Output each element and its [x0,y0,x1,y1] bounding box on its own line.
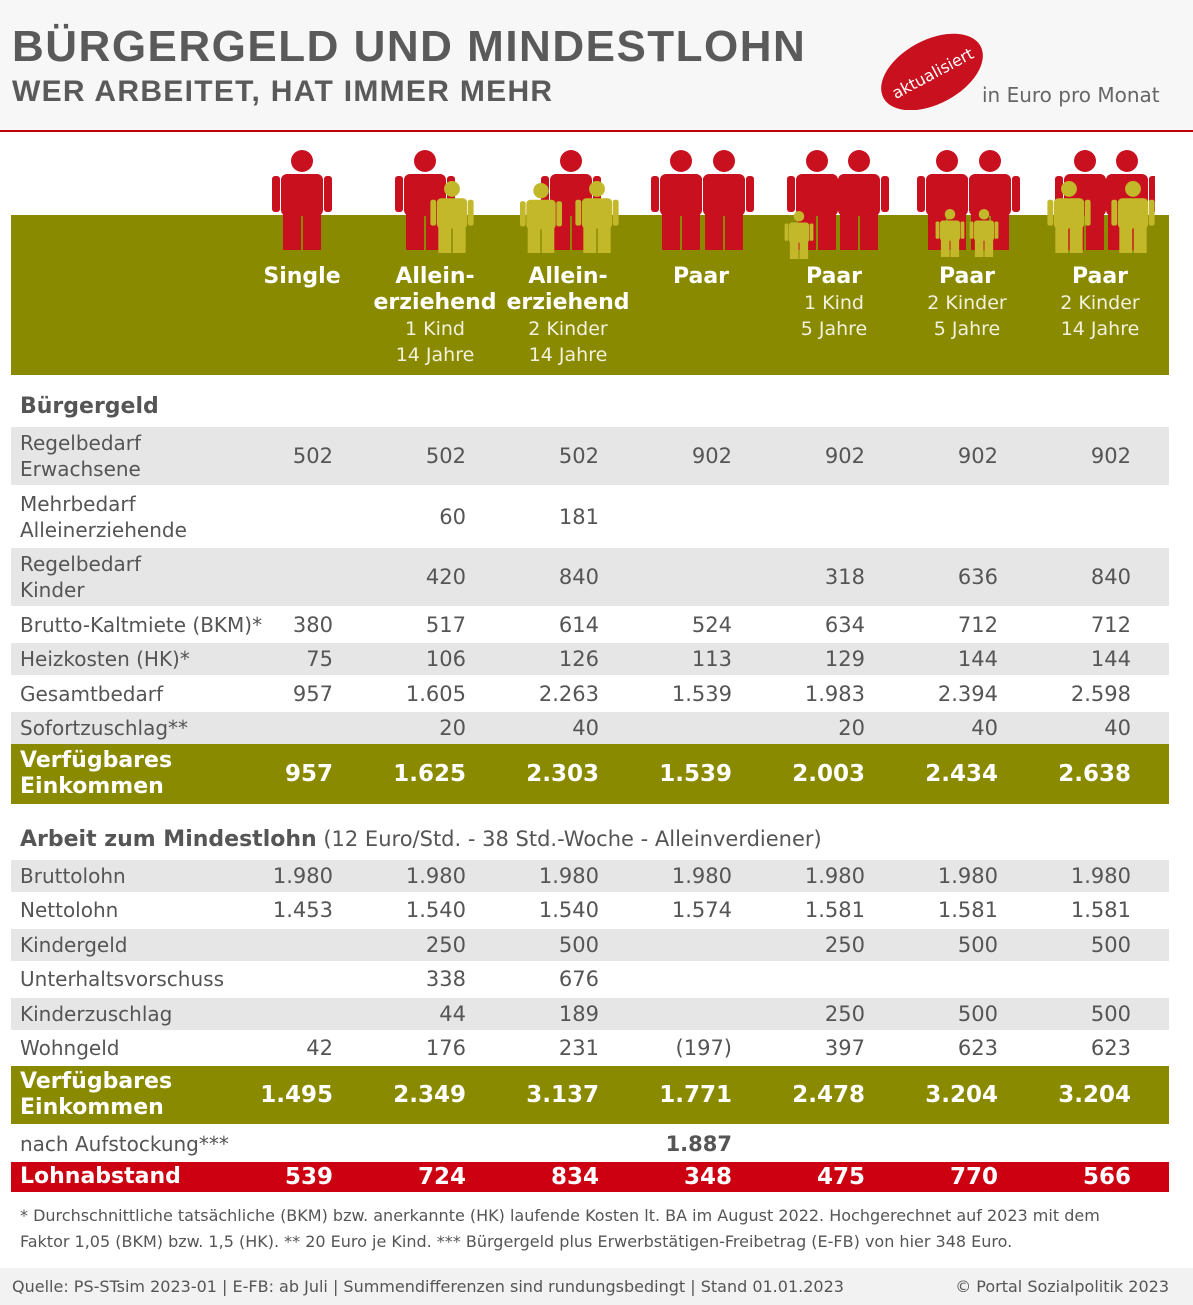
table-cell: 712 [1090,613,1131,637]
table-cell: 1.581 [937,898,998,922]
table-cell: 40 [971,716,998,740]
column-header [764,264,904,342]
table-cell: 1.625 [393,761,466,787]
table-cell: 176 [425,1036,466,1060]
column-subtitle: 14 Jahre [395,344,475,366]
table-cell: 2.638 [1058,761,1131,787]
table-cell: 3.137 [526,1082,599,1108]
table-cell: 502 [425,444,466,468]
row-label: Regelbedarf Erwachsene [20,431,142,481]
table-cell: 957 [292,682,333,706]
row-label: Bruttolohn [20,864,126,888]
table-cell: 500 [957,1002,998,1026]
table-cell: 2.349 [393,1082,466,1108]
table-cell: 380 [292,613,333,637]
table-cell: 500 [1090,1002,1131,1026]
table-cell: 500 [558,933,599,957]
table-row [11,548,1169,606]
row-label: Mehrbedarf Alleinerziehende [20,492,187,542]
table-cell: 614 [558,613,599,637]
table-cell: 623 [957,1036,998,1060]
table-row [11,963,1169,995]
table-cell: 397 [824,1036,865,1060]
column-subtitle: 1 Kind [405,318,465,340]
table-cell: 676 [558,967,599,991]
table-cell: 770 [949,1164,998,1190]
table-cell: 2.394 [937,682,998,706]
table-cell: 42 [306,1036,333,1060]
table-cell: 2.003 [792,761,865,787]
table-cell: 126 [558,647,599,671]
table-cell: 2.263 [538,682,599,706]
table-cell: 840 [1090,565,1131,589]
total-row [11,1066,1169,1124]
table-cell: 129 [824,647,865,671]
footnote-line-2: Faktor 1,05 (BKM) bzw. 1,5 (HK). ** 20 Euro je Kind. *** Bürgergeld plus Erwerbstätigen-Freibetrag (E-FB) von hier 348 Euro. [20,1232,1013,1251]
table-cell: (197) [675,1036,732,1060]
couple-with-child-icon [779,145,889,265]
table-row [11,488,1169,546]
table-cell: 1.581 [1070,898,1131,922]
column-title: Paar [805,264,863,289]
column-title: Paar [1071,264,1129,289]
column-title: Allein- [528,264,608,289]
table-cell: 113 [691,647,732,671]
table-cell: 524 [691,613,732,637]
table-row [11,1032,1169,1064]
couple-with-two-children-icon [1045,145,1155,265]
table-cell: 1.980 [538,864,599,888]
row-label: Brutto-Kaltmiete (BKM)* [20,613,263,637]
row-label: Verfügbares Einkommen [20,748,173,799]
lohnabstand-row [11,1162,1169,1192]
row-label: Gesamtbedarf [20,682,164,706]
column-title: Paar [938,264,996,289]
table-cell: 189 [558,1002,599,1026]
table-cell: 1.539 [659,761,732,787]
table-cell: 250 [425,933,466,957]
adult-with-child-icon [380,145,490,265]
couple-with-two-small-children-icon [912,145,1022,265]
table-cell: 420 [425,565,466,589]
table-row [11,643,1169,675]
table-cell: 902 [1090,444,1131,468]
table-cell: 2.303 [526,761,599,787]
table-cell: 1.980 [671,864,732,888]
column-subtitle: 5 Jahre [800,318,868,340]
section-note: (12 Euro/Std. - 38 Std.-Woche - Alleinverdiener) [316,827,822,851]
table-cell: 338 [425,967,466,991]
row-label: Kindergeld [20,933,128,957]
table-cell: 1.980 [272,864,333,888]
table-cell: 1.581 [804,898,865,922]
table-cell: 348 [683,1164,732,1190]
table-cell: 840 [558,565,599,589]
table-row [11,894,1169,926]
table-cell: 502 [558,444,599,468]
table-cell: 1.887 [665,1132,732,1156]
table-cell: 636 [957,565,998,589]
column-title: erziehend [506,290,630,315]
table-cell: 1.540 [405,898,466,922]
table-cell: 250 [824,1002,865,1026]
table-cell: 957 [284,761,333,787]
section-title-buergergeld: Bürgergeld [20,394,159,419]
table-cell: 60 [439,505,466,529]
column-header [365,264,505,368]
row-label: nach Aufstockung*** [20,1132,229,1156]
column-header [1030,264,1170,342]
table-cell: 2.598 [1070,682,1131,706]
row-label: Wohngeld [20,1036,120,1060]
column-title: erziehend [373,290,497,315]
table-cell: 318 [824,565,865,589]
table-cell: 1.980 [804,864,865,888]
table-cell: 75 [306,647,333,671]
table-cell: 144 [1090,647,1131,671]
table-cell: 566 [1082,1164,1131,1190]
table-cell: 475 [816,1164,865,1190]
row-label: Kinderzuschlag [20,1002,173,1026]
table-row [11,609,1169,641]
table-cell: 2.478 [792,1082,865,1108]
table-cell: 144 [957,647,998,671]
total-row [11,744,1169,804]
table-cell: 1.771 [659,1082,732,1108]
table-cell: 517 [425,613,466,637]
column-header [631,264,771,290]
table-cell: 902 [691,444,732,468]
row-label: Lohnabstand [20,1164,181,1189]
table-cell: 1.539 [671,682,732,706]
column-subtitle: 2 Kinder [1060,292,1140,314]
table-row [11,678,1169,710]
table-cell: 250 [824,933,865,957]
table-cell: 539 [284,1164,333,1190]
table-cell: 1.980 [1070,864,1131,888]
aktualisiert-badge [874,32,990,110]
table-cell: 1.574 [671,898,732,922]
source-line: Quelle: PS-STsim 2023-01 | E-FB: ab Juli | Summendifferenzen sind rundungsbedingt | Stand 01.01.2023 [12,1277,844,1296]
row-label: Unterhaltsvorschuss [20,967,224,991]
aufstockung-row [11,1128,1169,1160]
column-subtitle: 2 Kinder [528,318,608,340]
table-cell: 623 [1090,1036,1131,1060]
table-row [11,929,1169,961]
table-cell: 106 [425,647,466,671]
single-adult-icon [247,145,357,265]
column-header [897,264,1037,342]
column-subtitle: 5 Jahre [933,318,1001,340]
copyright: © Portal Sozialpolitik 2023 [955,1277,1169,1296]
table-row [11,998,1169,1030]
row-label: Regelbedarf Kinder [20,552,142,602]
adult-with-two-children-icon [513,145,623,265]
table-cell: 1.540 [538,898,599,922]
table-cell: 181 [558,505,599,529]
table-cell: 1.980 [405,864,466,888]
badge-text: aktualisiert [888,43,977,103]
column-title: Allein- [395,264,475,289]
table-cell: 834 [550,1164,599,1190]
column-header [232,264,372,290]
section-title-mindestlohn: Arbeit zum Mindestlohn (12 Euro/Std. - 38 Std.-Woche - Alleinverdiener) [20,827,822,852]
table-cell: 1.980 [937,864,998,888]
table-cell: 902 [957,444,998,468]
table-cell: 1.495 [260,1082,333,1108]
table-cell: 40 [572,716,599,740]
couple-icon [646,145,756,265]
column-title: Paar [672,264,730,289]
column-header [498,264,638,368]
row-label: Nettolohn [20,898,119,922]
table-cell: 500 [1090,933,1131,957]
table-cell: 1.453 [272,898,333,922]
table-cell: 634 [824,613,865,637]
row-label: Heizkosten (HK)* [20,647,190,671]
table-cell: 500 [957,933,998,957]
table-cell: 40 [1104,716,1131,740]
table-row [11,427,1169,485]
table-row [11,712,1169,744]
column-subtitle: 14 Jahre [528,344,608,366]
table-cell: 2.434 [925,761,998,787]
column-subtitle: 2 Kinder [927,292,1007,314]
footnotes [20,1203,1170,1255]
table-cell: 3.204 [1058,1082,1131,1108]
table-cell: 724 [417,1164,466,1190]
table-cell: 902 [824,444,865,468]
column-title: Single [263,264,341,289]
table-cell: 20 [838,716,865,740]
column-subtitle: 14 Jahre [1060,318,1140,340]
table-cell: 3.204 [925,1082,998,1108]
page-title: BÜRGERGELD UND MINDESTLOHN [12,22,807,71]
unit-note: in Euro pro Monat [982,83,1160,107]
table-cell: 502 [292,444,333,468]
table-cell: 44 [439,1002,466,1026]
row-label: Verfügbares Einkommen [20,1069,173,1120]
page-subtitle: WER ARBEITET, HAT IMMER MEHR [12,75,554,108]
row-label: Sofortzuschlag** [20,716,189,740]
column-subtitle: 1 Kind [804,292,864,314]
table-cell: 20 [439,716,466,740]
table-row [11,860,1169,892]
table-cell: 231 [558,1036,599,1060]
table-cell: 712 [957,613,998,637]
header [0,0,1193,132]
table-cell: 1.605 [405,682,466,706]
table-cell: 1.983 [804,682,865,706]
footnote-line-1: * Durchschnittliche tatsächliche (BKM) bzw. anerkannte (HK) laufende Kosten lt. BA im August 2022. Hochgerechnet auf 2023 mit dem [20,1206,1100,1225]
